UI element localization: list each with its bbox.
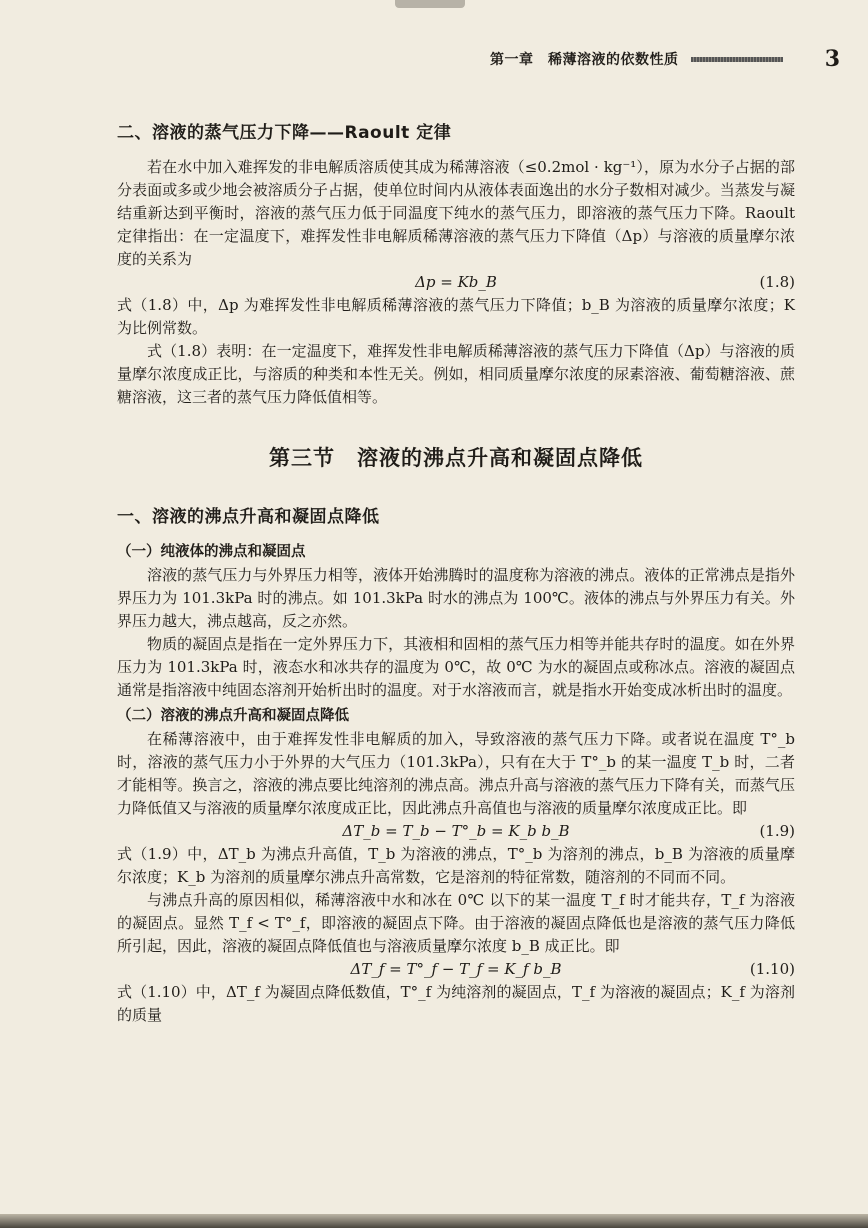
equation-1-9 <box>117 820 795 843</box>
part-heading-solution: （二）溶液的沸点升高和凝固点降低 <box>117 708 349 724</box>
section-title: 第三节 溶液的沸点升高和凝固点降低 <box>269 445 643 470</box>
paragraph: 在稀薄溶液中，由于难挥发性非电解质的加入，导致溶液的蒸气压力下降。或者说在温度 T°_b 时，溶液的蒸气压力小于外界的大气压力（101.3kPa），只有在大于 T°_b 的某一温度 T_b 时，二者才能相等。换言之，溶液的沸点要比纯溶剂的沸点高。沸点升高与溶液的蒸气压力下降有关，而蒸气压力降低值又与溶液的质量摩尔浓度成正比，因此沸点升高值也与溶液的质量摩尔浓度成正比。即 <box>117 730 795 817</box>
equation-1-8 <box>117 271 795 294</box>
equation-1-10 <box>117 958 795 981</box>
part-heading-pure-liquid: （一）纯液体的沸点和凝固点 <box>117 544 306 560</box>
equation-expression: Δp = Kb_B <box>415 273 497 291</box>
paragraph: 物质的凝固点是指在一定外界压力下，其液相和固相的蒸气压力相等并能共存时的温度。如在外界压力为 101.3kPa 时，液态水和冰共存的温度为 0℃，故 0℃ 为水的凝固点或称冰点。溶液的凝固点通常是指溶液中纯固态溶剂开始析出时的温度。对于水溶液而言，就是指水开始变成冰析出时的温度。 <box>117 635 795 699</box>
running-header <box>490 44 840 74</box>
equation-expression: ΔT_b = T_b − T°_b = K_b b_B <box>342 822 570 840</box>
page-bottom-edge <box>0 1214 868 1228</box>
chapter-title: 第一章 稀薄溶液的依数性质 <box>490 52 679 68</box>
page-content <box>117 118 795 1027</box>
equation-number: (1.10) <box>749 960 795 978</box>
paragraph: 若在水中加入难挥发的非电解质溶质使其成为稀薄溶液（≤0.2mol · kg⁻¹），原为水分子占据的部分表面或多或少地会被溶质分子占据，使单位时间内从液体表面逸出的水分子数相对减少。当蒸发与凝结重新达到平衡时，溶液的蒸气压力低于同温度下纯水的蒸气压力，即溶液的蒸气压力下降。Raoult 定律指出：在一定温度下，难挥发性非电解质稀薄溶液的蒸气压力下降值（Δp）与溶液的质量摩尔浓度的关系为 <box>117 158 795 268</box>
paragraph: 式（1.10）中，ΔT_f 为凝固点降低数值，T°_f 为纯溶剂的凝固点，T_f 为溶液的凝固点；K_f 为溶剂的质量 <box>117 983 795 1024</box>
header-rule <box>691 57 783 62</box>
section-heading-vapor-pressure: 二、溶液的蒸气压力下降——Raoult 定律 <box>117 123 452 143</box>
equation-number: (1.9) <box>759 822 795 840</box>
paragraph: 与沸点升高的原因相似，稀薄溶液中水和冰在 0℃ 以下的某一温度 T_f 时才能共存，T_f 为溶液的凝固点。显然 T_f < T°_f，即溶液的凝固点下降。由于溶液的凝固点降低也是溶液的蒸气压力降低所引起，因此，溶液的凝固点降低值也与溶液质量摩尔浓度 b_B 成正比。即 <box>117 891 795 955</box>
paragraph: 式（1.8）表明：在一定温度下，难挥发性非电解质稀薄溶液的蒸气压力下降值（Δp）与溶液的质量摩尔浓度成正比，与溶质的种类和本性无关。例如，相同质量摩尔浓度的尿素溶液、葡萄糖溶液、蔗糖溶液，这三者的蒸气压力降低值相等。 <box>117 342 795 406</box>
paragraph: 式（1.9）中，ΔT_b 为沸点升高值，T_b 为溶液的沸点，T°_b 为溶剂的沸点，b_B 为溶液的质量摩尔浓度；K_b 为溶剂的质量摩尔沸点升高常数，它是溶剂的特征常数，随溶剂的不同而不同。 <box>117 845 795 886</box>
paragraph: 式（1.8）中，Δp 为难挥发性非电解质稀薄溶液的蒸气压力下降值；b_B 为溶液的质量摩尔浓度；K 为比例常数。 <box>117 296 795 337</box>
page-top-mark <box>395 0 465 8</box>
equation-expression: ΔT_f = T°_f − T_f = K_f b_B <box>350 960 562 978</box>
subsection-heading: 一、溶液的沸点升高和凝固点降低 <box>117 507 380 527</box>
paragraph: 溶液的蒸气压力与外界压力相等，液体开始沸腾时的温度称为溶液的沸点。液体的正常沸点是指外界压力为 101.3kPa 时的沸点。如 101.3kPa 时水的沸点为 100℃。液体的沸点与外界压力有关。外界压力越大，沸点越高，反之亦然。 <box>117 566 795 630</box>
equation-number: (1.8) <box>759 273 795 291</box>
page-number: 3 <box>824 46 840 72</box>
